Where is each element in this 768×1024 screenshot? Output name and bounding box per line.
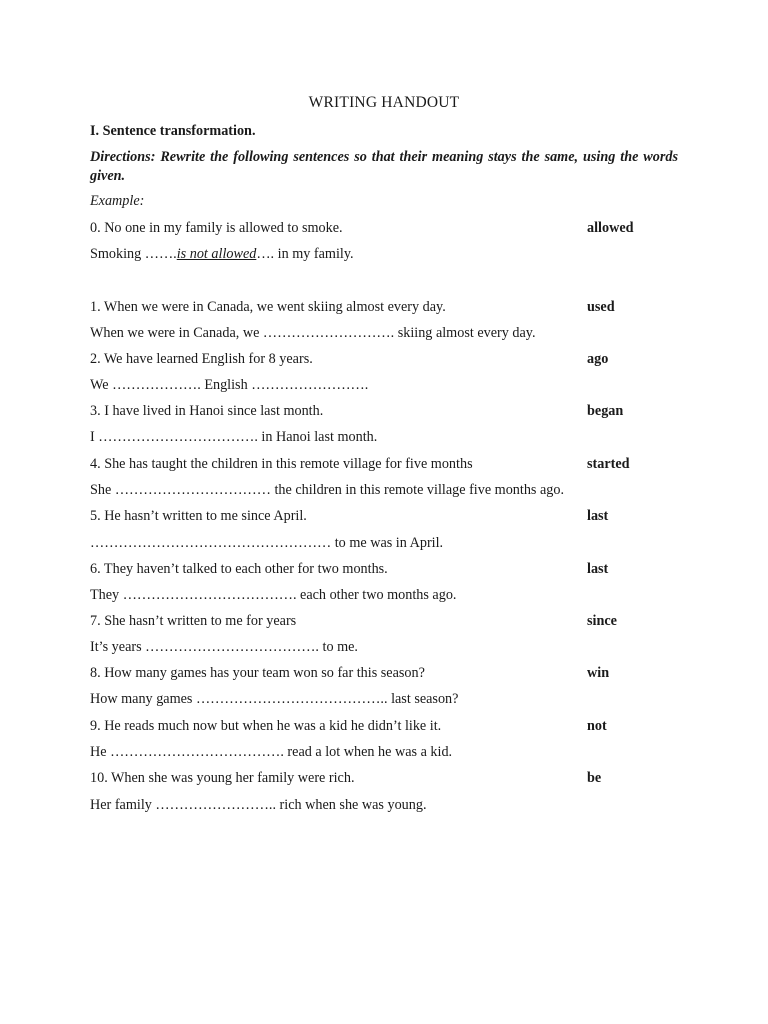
item-rewrite: Her family …………………….. rich when she was young. <box>90 797 427 813</box>
item-rewrite: We ………………. English ……………………. <box>90 377 369 393</box>
item-rewrite: It’s years ………………………………. to me. <box>90 639 358 655</box>
example-keyword: allowed <box>587 220 634 236</box>
item-sentence: 10. When she was young her family were rich. <box>90 770 355 786</box>
item-keyword: began <box>587 403 624 419</box>
item-rewrite: They ………………………………. each other two months ago. <box>90 587 457 603</box>
item-sentence: 4. She has taught the children in this remote village for five months <box>90 456 473 472</box>
item-sentence: 6. They haven’t talked to each other for two months. <box>90 561 388 577</box>
item-sentence: 2. We have learned English for 8 years. <box>90 351 313 367</box>
item-rewrite: She …………………………… the children in this remote village five months ago. <box>90 482 565 498</box>
item-rewrite: …………………………………………… to me was in April. <box>90 535 444 551</box>
item-keyword: last <box>587 561 609 577</box>
item-keyword: ago <box>587 351 609 367</box>
directions-text: Directions: Rewrite the following sentences so that their meaning stays the same, using the words given. <box>90 149 678 184</box>
example-rewrite-start: Smoking ……. <box>90 246 177 262</box>
item-sentence: 3. I have lived in Hanoi since last month. <box>90 403 324 419</box>
item-rewrite: How many games ………………………………….. last season? <box>90 691 459 707</box>
example-rewrite-end: …. in my family. <box>256 246 354 262</box>
example-rewrite <box>90 246 354 263</box>
item-rewrite: He ………………………………. read a lot when he was a kid. <box>90 744 453 760</box>
item-sentence: 8. How many games has your team won so far this season? <box>90 665 425 681</box>
item-rewrite: I ……………………………. in Hanoi last month. <box>90 429 378 445</box>
item-sentence: 7. She hasn’t written to me for years <box>90 613 297 629</box>
item-keyword: be <box>587 770 602 786</box>
item-keyword: not <box>587 718 607 734</box>
item-keyword: last <box>587 508 609 524</box>
page-title: WRITING HANDOUT <box>308 94 460 111</box>
item-rewrite: When we were in Canada, we ………………………. skiing almost every day. <box>90 325 536 341</box>
item-keyword: since <box>587 613 617 629</box>
example-sentence: 0. No one in my family is allowed to smoke. <box>90 220 343 236</box>
item-sentence: 5. He hasn’t written to me since April. <box>90 508 307 524</box>
example-label: Example: <box>90 193 145 209</box>
item-sentence: 9. He reads much now but when he was a kid he didn’t like it. <box>90 718 442 734</box>
item-keyword: used <box>587 299 615 315</box>
example-answer: is not allowed <box>176 246 257 262</box>
section-heading: I. Sentence transformation. <box>90 123 256 139</box>
item-keyword: started <box>587 456 630 472</box>
item-keyword: win <box>587 665 610 681</box>
item-sentence: 1. When we were in Canada, we went skiing almost every day. <box>90 299 446 315</box>
